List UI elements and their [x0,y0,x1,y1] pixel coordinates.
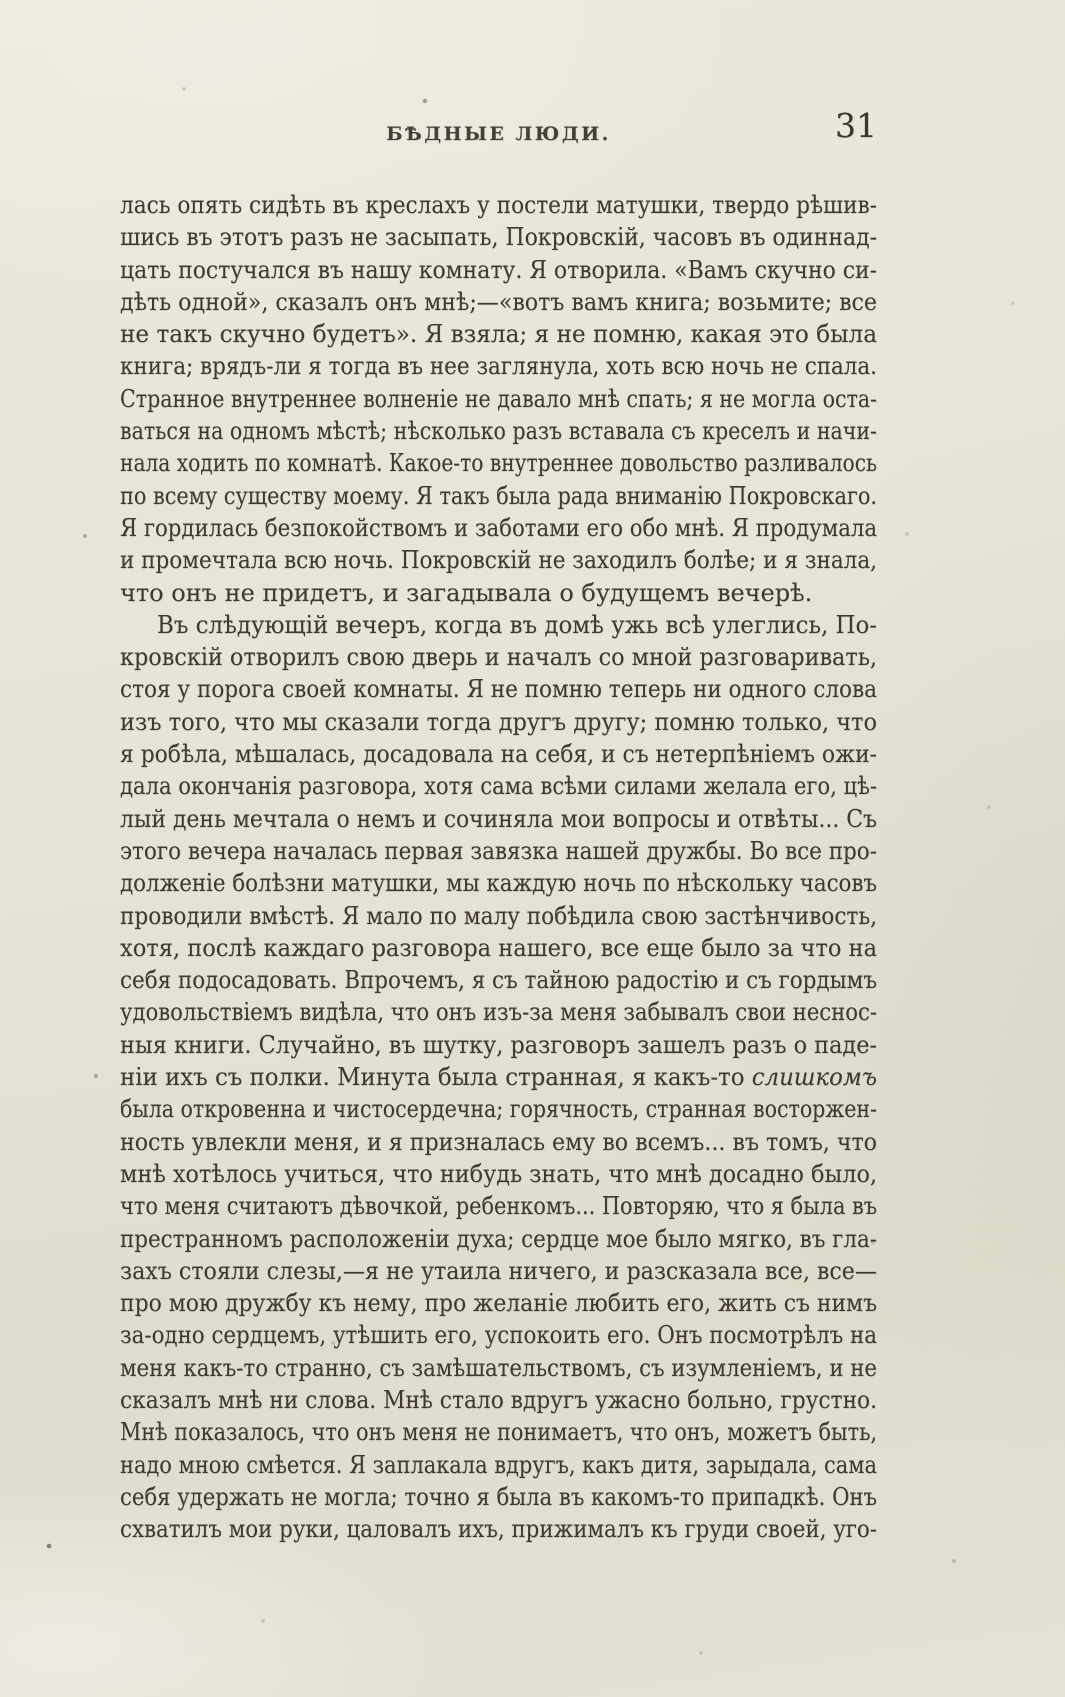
text-line: стоя у порога своей комнаты. Я не помню теперь ни одного слова [120,675,877,704]
text-line: захъ стояли слезы,—я не утаила ничего, и разсказала все, все— [120,1256,877,1285]
text-line: была откровенна и чистосердечна; горячность, странная восторжен- [120,1095,877,1124]
text-line: лась опять сидѣть въ креслахъ у постели матушки, твердо рѣшив- [120,191,877,219]
text-line: себя подосадовать. Впрочемъ, я съ тайною радостію и съ гордымъ [120,966,877,995]
text-line: долженіе болѣзни матушки, мы каждую ночь по нѣскольку часовъ [120,869,877,898]
text-line: ваться на одномъ мѣстѣ; нѣсколько разъ вставала съ креселъ и начи- [120,417,877,446]
text-line: ность увлекли меня, и я призналась ему во всемъ... въ томъ, что [120,1127,877,1156]
text-line: ніи ихъ съ полки. Минута была странная, я какъ-то слишкомъ [120,1063,877,1092]
text-line: кровскій отворилъ свою дверь и началъ со мной разговаривать, [120,643,877,672]
text-line: что меня считаютъ дѣвочкой, ребенкомъ... Повторяю, что я была въ [120,1192,877,1221]
text-line: себя удержать не могла; точно я была въ какомъ-то припадкѣ. Онъ [120,1482,877,1511]
emphasized-word: слишкомъ [751,1063,877,1092]
text-line: хотя, послѣ каждаго разговора нашего, все еще было за что на [120,933,877,962]
text-line: меня какъ-то странно, съ замѣшательствомъ, съ изумленіемъ, и не [120,1353,877,1382]
text-line: проводили вмѣстѣ. Я мало по малу побѣдила свою застѣнчивость, [120,901,877,930]
text-line: нала ходить по комнатѣ. Какое-то внутреннее довольство разливалось [120,449,877,478]
text-line: за-одно сердцемъ, утѣшить его, успокоить его. Онъ посмотрѣлъ на [120,1321,877,1350]
text-line: лый день мечтала о немъ и сочиняла мои вопросы и отвѣты... Съ [120,804,877,833]
text-line: по всему существу моему. Я такъ была рада вниманію Покровскаго. [120,481,877,510]
text-line: мнѣ хотѣлось учиться, что нибудь знать, что мнѣ досадно было, [120,1159,877,1188]
text-line: шись въ этотъ разъ не засыпать, Покровскій, часовъ въ одиннад- [120,223,877,252]
text-line: цать постучался въ нашу комнату. Я отворила. «Вамъ скучно си- [120,255,877,284]
text-line: дѣть одной», сказалъ онъ мнѣ;—«вотъ вамъ книга; возьмите; все [120,287,877,316]
text-line: дала окончанія разговора, хотя сама всѣми силами желала его, цѣ- [120,772,877,801]
text-line: про мою дружбу къ нему, про желаніе любить его, жить съ нимъ [120,1289,877,1318]
text-line: и промечтала всю ночь. Покровскій не заходилъ болѣе; и я знала, [120,546,877,575]
text-line: сказалъ мнѣ ни слова. Мнѣ стало вдругъ ужасно больно, грустно. [120,1385,877,1414]
text-line: этого вечера началась первая завязка нашей дружбы. Во все про- [120,836,877,865]
text-line: схватилъ мои руки, цаловалъ ихъ, прижималъ къ груди своей, уго- [120,1515,877,1544]
text-line: книга; врядъ-ли я тогда въ нее заглянула, хоть всю ночь не спала. [120,352,877,381]
paragraph [120,609,877,1546]
text-line: изъ того, что мы сказали тогда другъ другу; помню только, что [120,707,877,736]
text-line: что онъ не придетъ, и загадывала о будущемъ вечерѣ. [120,578,813,607]
text-line: надо мною смѣется. Я заплакала вдругъ, какъ дитя, зарыдала, сама [120,1450,877,1479]
page-title: БѢДНЫЕ ЛЮДИ. [386,123,611,145]
text-line: я робѣла, мѣшалась, досадовала на себя, и съ нетерпѣніемъ ожи- [120,740,877,769]
paper-specks [0,0,2,2]
text-line: не такъ скучно будетъ». Я взяла; я не помню, какая это была [120,320,877,349]
text-line: Мнѣ показалось, что онъ меня не понимаетъ, что онъ, можетъ быть, [120,1418,877,1447]
paragraph [120,189,877,609]
running-header [120,0,877,175]
text-block [120,189,877,1545]
text-line: Въ слѣдующій вечеръ, когда въ домѣ ужь всѣ улеглись, По- [157,610,877,639]
page-number: 31 [835,106,877,145]
text-line: удовольствіемъ видѣла, что онъ изъ-за меня забывалъ свои неснос- [120,998,877,1027]
text-line: Я гордилась безпокойствомъ и заботами его обо мнѣ. Я продумала [120,513,877,542]
text-line: ныя книги. Случайно, въ шутку, разговоръ зашелъ разъ о паде- [120,1030,877,1059]
text-line: Странное внутреннее волненіе не давало мнѣ спать; я не могла оста- [120,384,877,413]
text-line: престранномъ расположеніи духа; сердце мое было мягко, въ гла- [120,1224,877,1253]
